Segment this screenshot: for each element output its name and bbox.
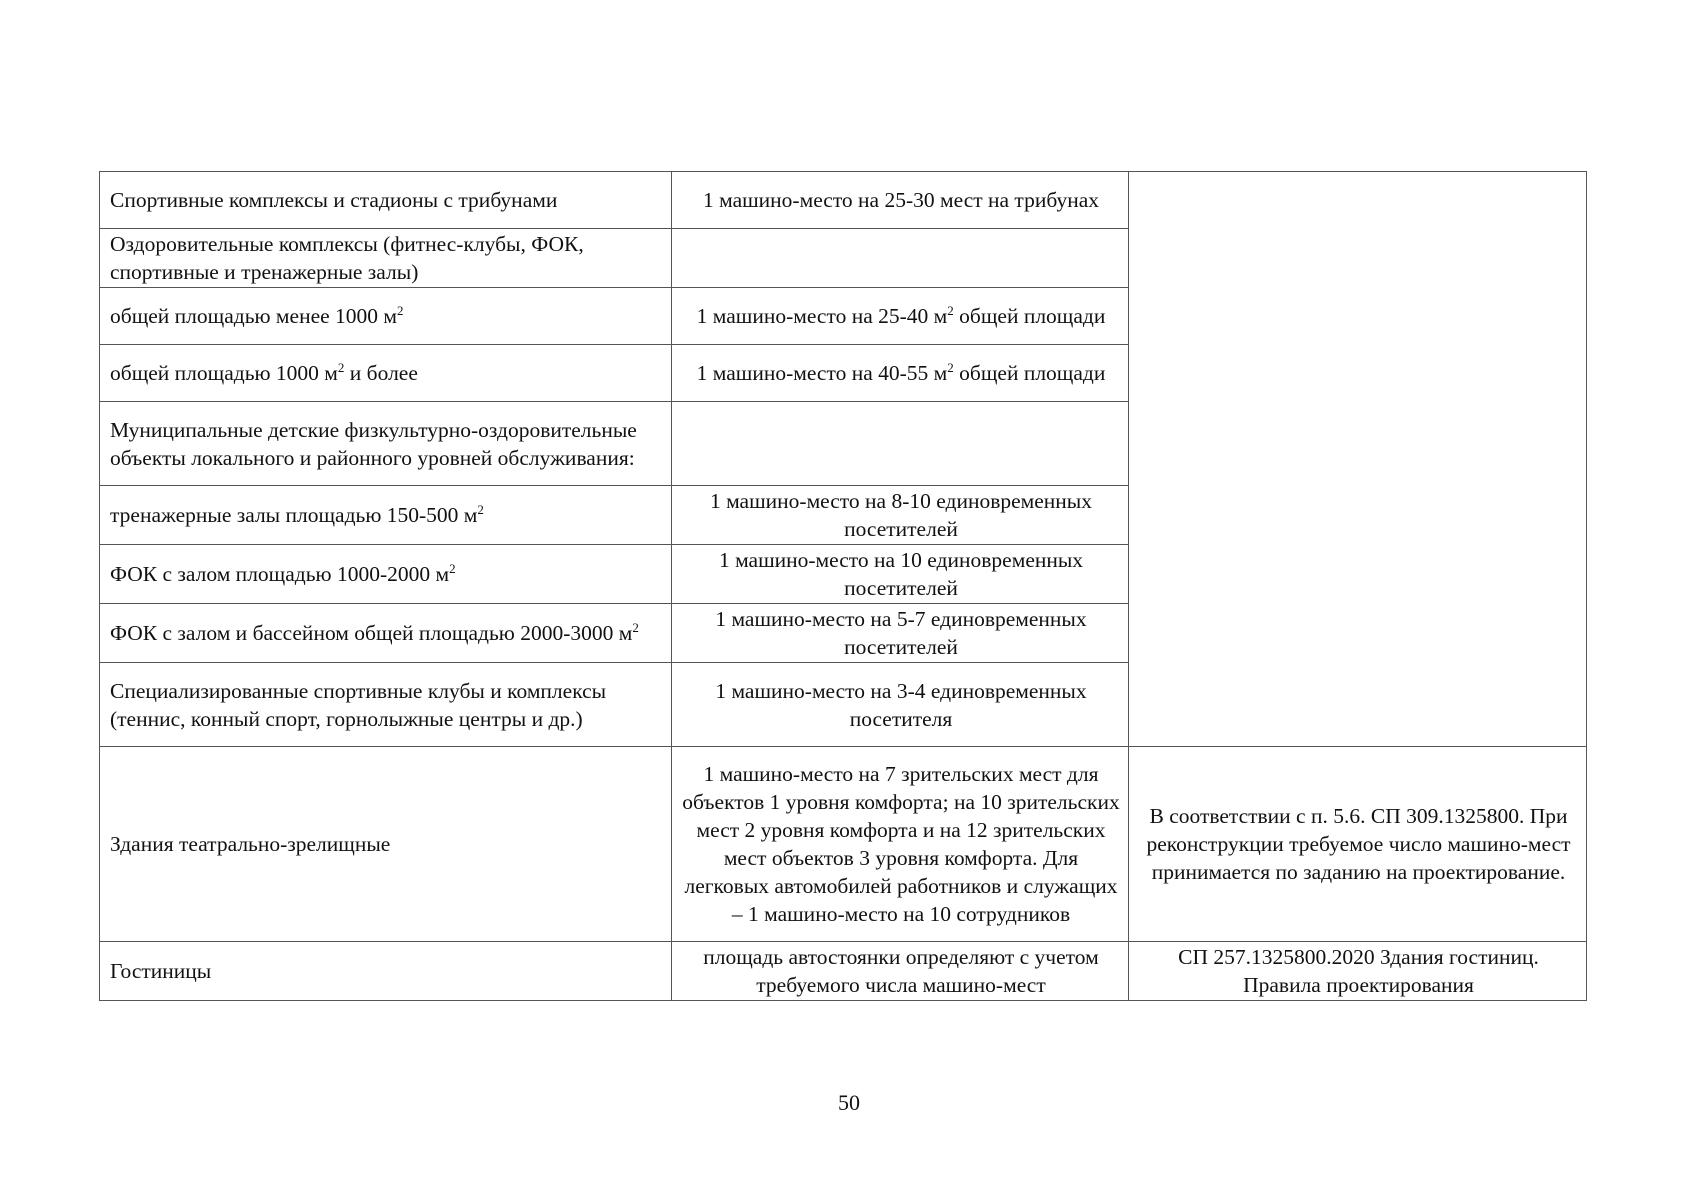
facility-cell: ФОК с залом и бассейном общей площадью 2000-3000 $м^2$	[100, 604, 672, 663]
parking-norms-table	[99, 171, 1587, 1001]
table-row	[100, 747, 1587, 942]
norm-cell: 1 машино-место на 25-40 $м^2$ общей площади	[672, 288, 1129, 345]
norm-cell: 1 машино-место на 5-7 единовременных посетителей	[672, 604, 1129, 663]
norm-cell	[672, 229, 1129, 288]
facility-cell: общей площадью менее 1000 $м^2$	[100, 288, 672, 345]
facility-cell: тренажерные залы площадью 150-500 $м^2$	[100, 486, 672, 545]
table-row	[100, 172, 1587, 229]
norm-cell: 1 машино-место на 25-30 мест на трибунах	[672, 172, 1129, 229]
facility-cell: Специализированные спортивные клубы и комплексы (теннис, конный спорт, горнолыжные центры и др.)	[100, 663, 672, 747]
norm-cell: 1 машино-место на 3-4 единовременных посетителя	[672, 663, 1129, 747]
note-cell: В соответствии с п. 5.6. СП 309.1325800. При реконструкции требуемое число машино-мест принимается по заданию на проектирование.	[1129, 747, 1587, 942]
norm-cell	[672, 402, 1129, 486]
facility-cell: Муниципальные детские физкультурно-оздоровительные объекты локального и районного уровней обслуживания:	[100, 402, 672, 486]
page-number: 50	[838, 1090, 860, 1115]
norm-cell: площадь автостоянки определяют с учетом требуемого числа машино-мест	[672, 942, 1129, 1001]
norm-cell: 1 машино-место на 40-55 $м^2$ общей площади	[672, 345, 1129, 402]
table-row	[100, 942, 1587, 1001]
facility-cell: Гостиницы	[100, 942, 672, 1001]
facility-cell: Оздоровительные комплексы (фитнес-клубы, ФОК, спортивные и тренажерные залы)	[100, 229, 672, 288]
norm-cell: 1 машино-место на 8-10 единовременных посетителей	[672, 486, 1129, 545]
note-cell: СП 257.1325800.2020 Здания гостиниц. Правила проектирования	[1129, 942, 1587, 1001]
facility-cell: Спортивные комплексы и стадионы с трибунами	[100, 172, 672, 229]
facility-cell: ФОК с залом площадью 1000-2000 $м^2$	[100, 545, 672, 604]
facility-cell: Здания театрально-зрелищные	[100, 747, 672, 942]
norm-cell: 1 машино-место на 7 зрительских мест для объектов 1 уровня комфорта; на 10 зрительских мест 2 уровня комфорта и на 12 зрительских мест объектов 3 уровня комфорта. Для легковых автомобилей работников и служащих – 1 машино-место на 10 сотрудников	[672, 747, 1129, 942]
facility-cell: общей площадью 1000 $м^2$ и более	[100, 345, 672, 402]
shared-note-cell	[1129, 172, 1587, 747]
norm-cell: 1 машино-место на 10 единовременных посетителей	[672, 545, 1129, 604]
